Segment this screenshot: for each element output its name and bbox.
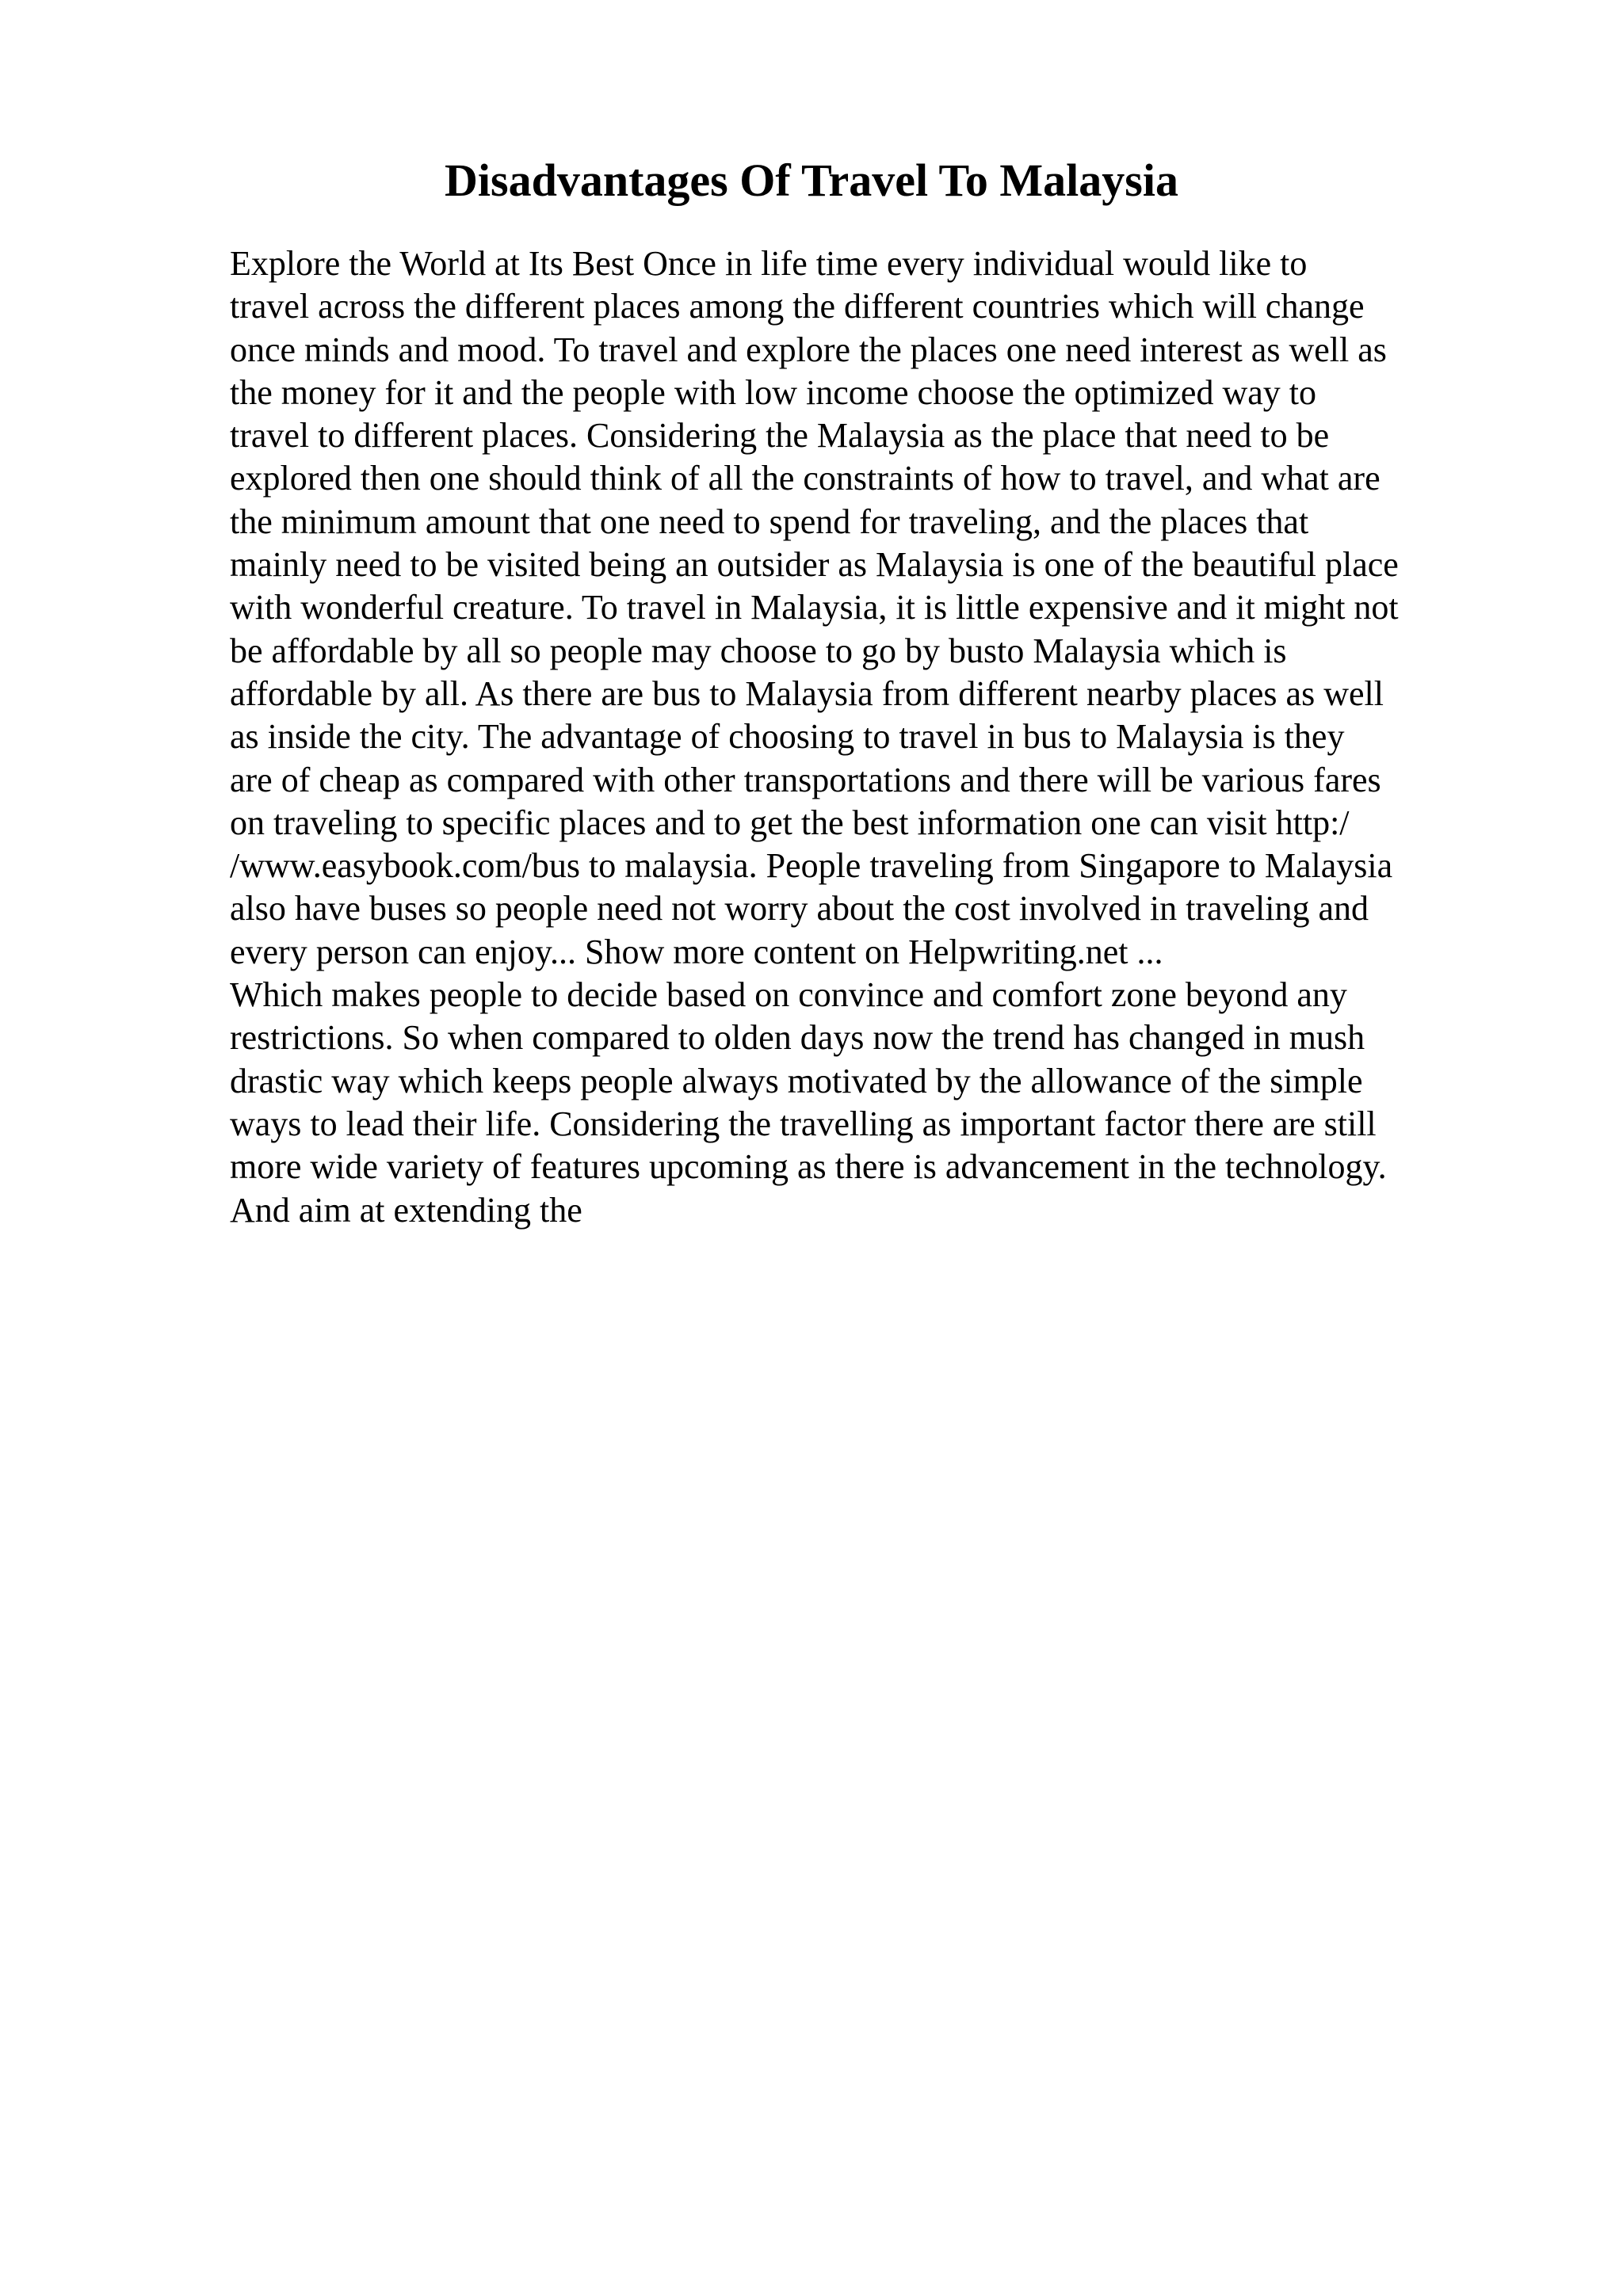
body-line: are of cheap as compared with other transportations and there will be various fares [230,760,1381,799]
body-line: also have buses so people need not worry about the cost involved in traveling and [230,889,1369,929]
body-line: restrictions. So when compared to olden days now the trend has changed in mush [230,1018,1365,1058]
document-body [230,242,1466,1232]
body-line: be affordable by all so people may choose to go by busto Malaysia which is [230,631,1287,670]
body-line: the minimum amount that one need to spend for traveling, and the places that [230,502,1309,541]
body-line: drastic way which keeps people always motivated by the allowance of the simple [230,1061,1363,1100]
body-line: once minds and mood. To travel and explore the places one need interest as well as [230,330,1387,369]
body-line: travel across the different places among the different countries which will change [230,287,1365,326]
body-line: travel to different places. Considering the Malaysia as the place that need to be [230,416,1330,456]
body-line: explored then one should think of all the constraints of how to travel, and what are [230,459,1381,498]
body-line: mainly need to be visited being an outsider as Malaysia is one of the beautiful place [230,545,1399,585]
body-line: affordable by all. As there are bus to Malaysia from different nearby places as well [230,673,1384,713]
body-line: ways to lead their life. Considering the travelling as important factor there are still [230,1104,1377,1143]
body-line: as inside the city. The advantage of choosing to travel in bus to Malaysia is they [230,717,1345,757]
body-line: Explore the World at Its Best Once in life time every individual would like to [230,244,1308,283]
document-title: Disadvantages Of Travel To Malaysia [445,154,1178,206]
body-line: And aim at extending the [230,1190,582,1230]
body-line: Which makes people to decide based on convince and comfort zone beyond any [230,975,1347,1015]
body-line: the money for it and the people with low income choose the optimized way to [230,372,1316,412]
body-line: more wide variety of features upcoming as there is advancement in the technology. [230,1147,1387,1187]
body-line: every person can enjoy... Show more content on Helpwriting.net ... [230,932,1163,971]
body-line: with wonderful creature. To travel in Malaysia, it is little expensive and it might not [230,588,1399,627]
body-line: on traveling to specific places and to get the best information one can visit http:/ [230,803,1350,842]
body-line: /www.easybook.com/bus to malaysia. People traveling from Singapore to Malaysia [230,846,1393,886]
